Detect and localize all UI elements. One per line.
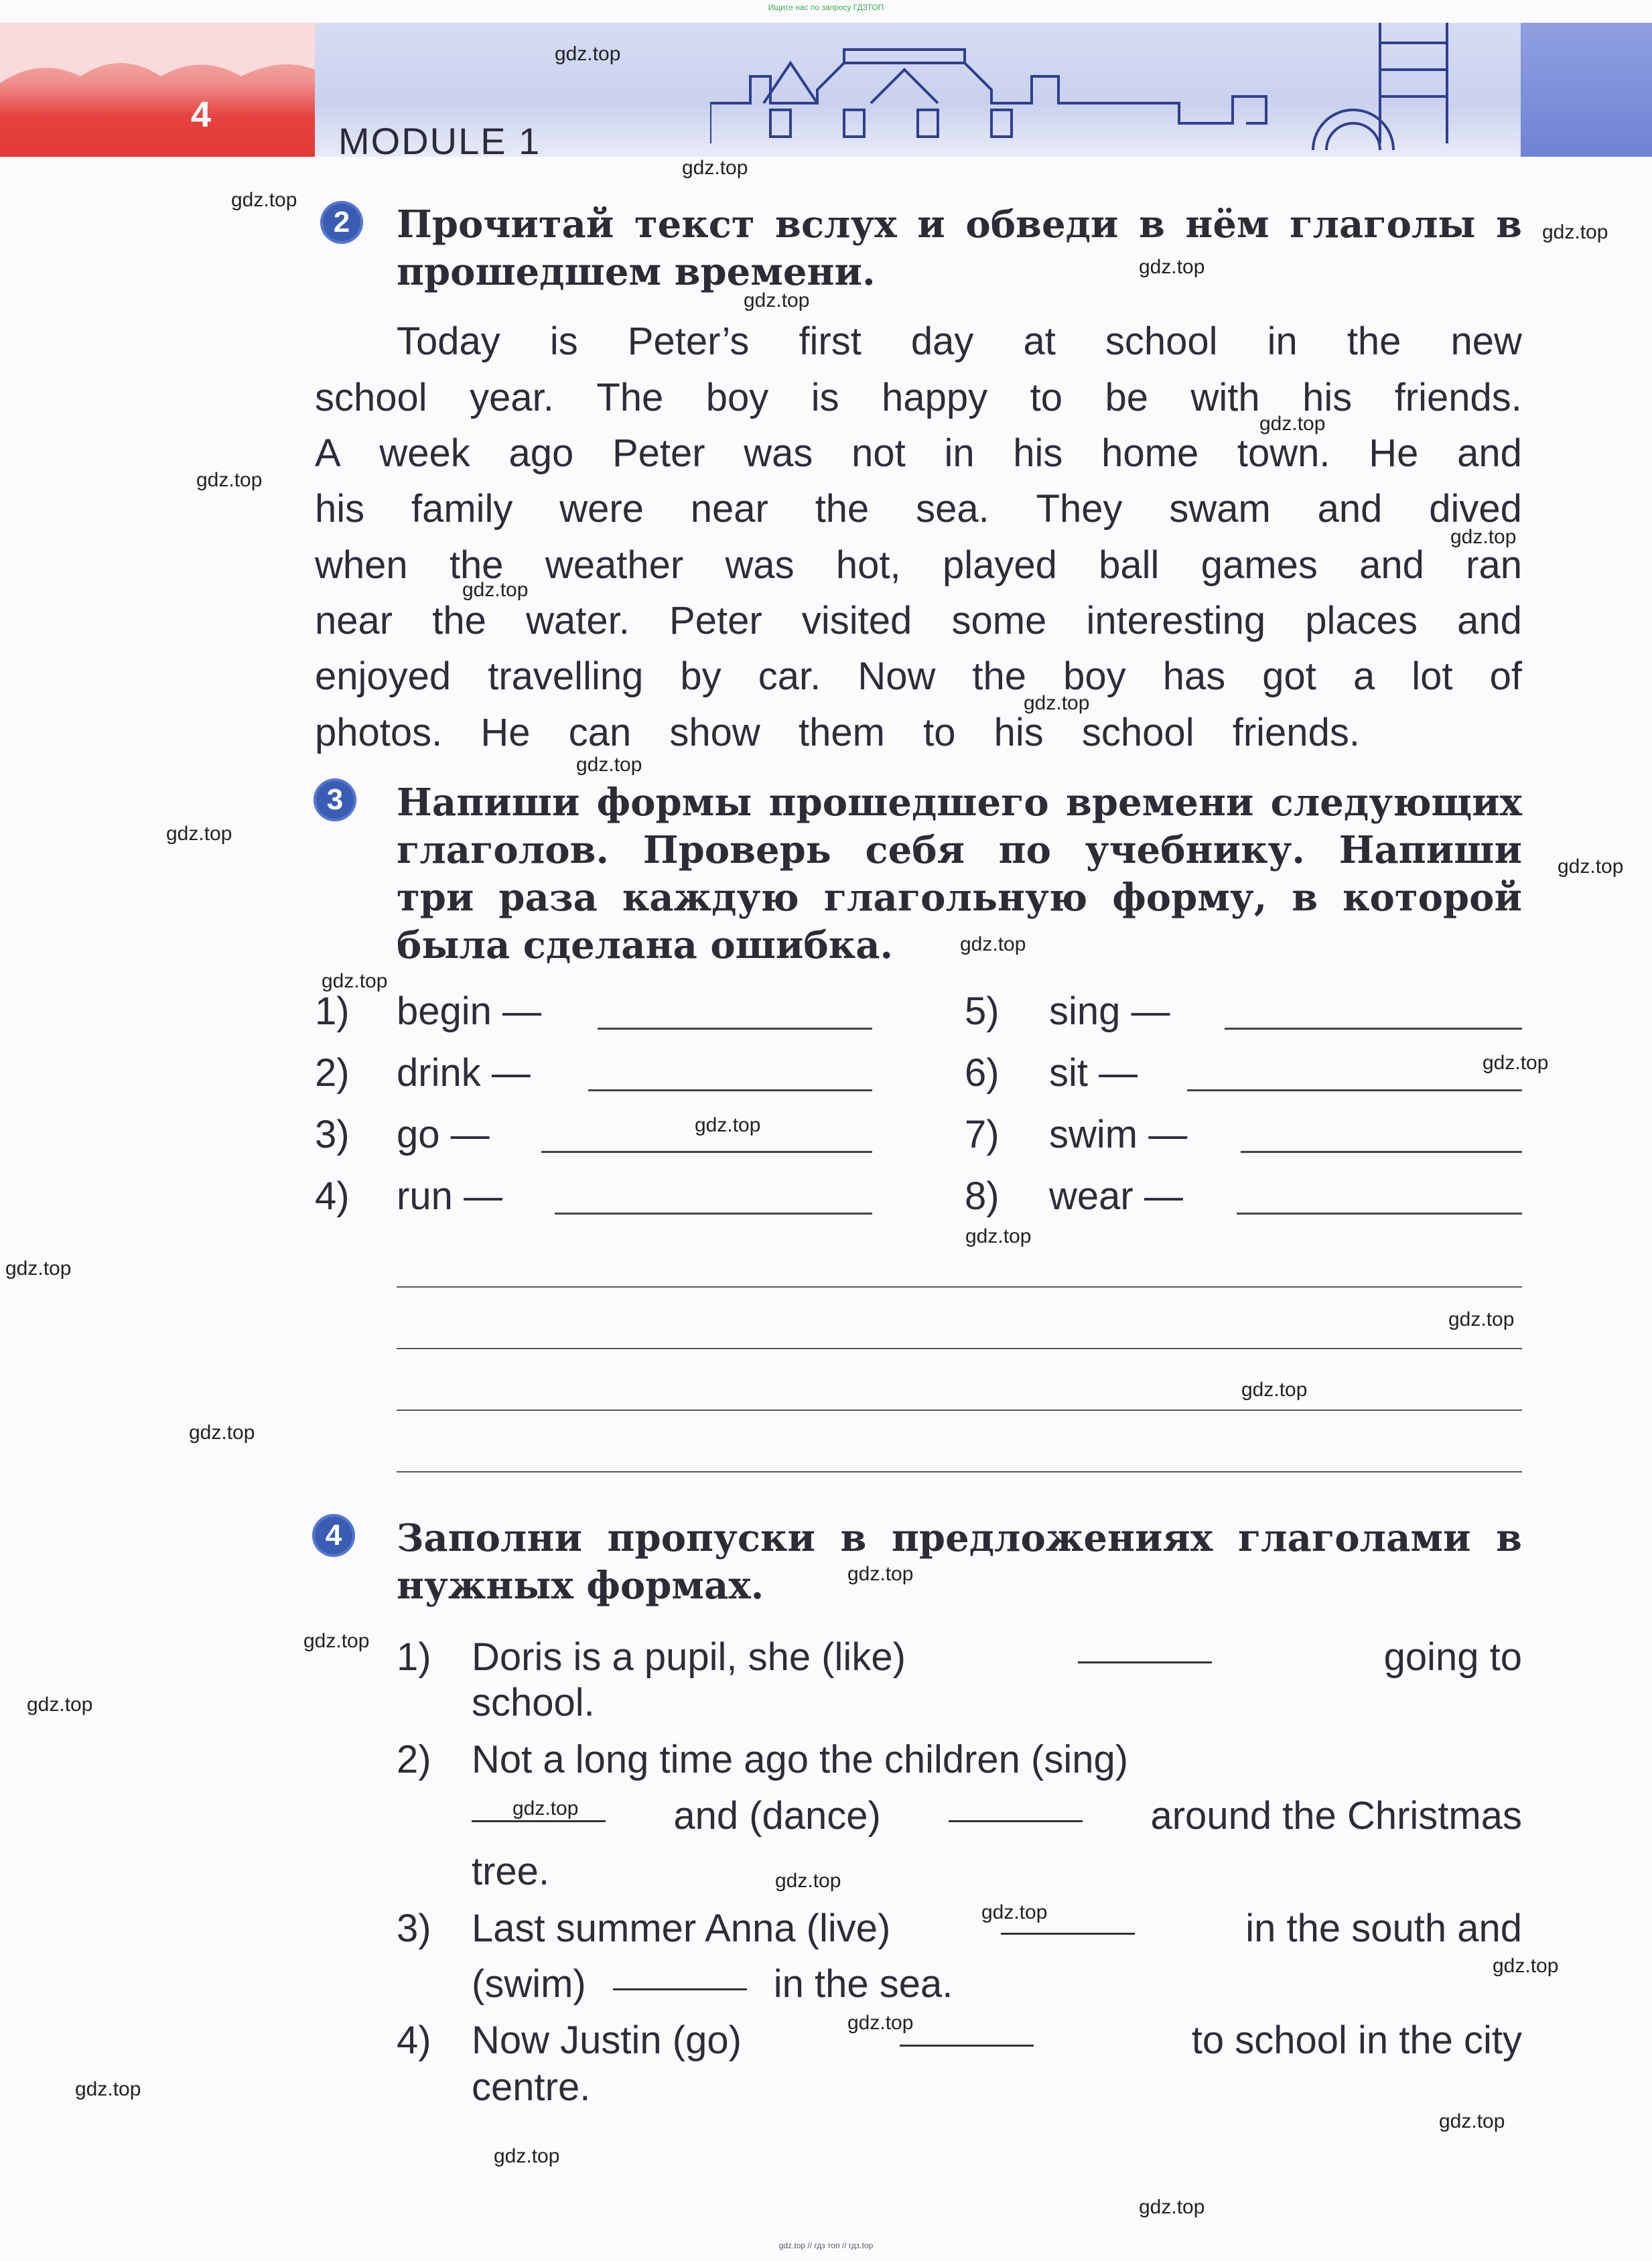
word: Peter: [612, 431, 705, 475]
answer-blank[interactable]: [613, 1962, 747, 1990]
header-right-band: [1521, 23, 1652, 157]
word: happy: [882, 376, 988, 419]
word: They: [1036, 487, 1123, 531]
watermark: gdz.top: [303, 1630, 370, 1652]
verb-item: drink —: [397, 1051, 531, 1095]
word: friends.: [1394, 376, 1522, 419]
word: not: [851, 431, 906, 475]
word: and: [1457, 431, 1522, 475]
verb-number: 6): [965, 1051, 1000, 1095]
word: interesting: [1086, 599, 1266, 642]
writing-line[interactable]: [397, 1348, 1522, 1349]
word: the: [449, 543, 504, 587]
watermark: gdz.top: [1241, 1379, 1308, 1401]
answer-blank[interactable]: [949, 1793, 1083, 1822]
word: The: [596, 376, 664, 419]
word: sea.: [916, 487, 989, 531]
answer-blank[interactable]: [900, 2018, 1034, 2047]
word: when: [315, 543, 408, 587]
word: home: [1101, 431, 1199, 475]
castle-illustration: [710, 23, 1481, 157]
watermark: gdz.top: [847, 1563, 914, 1585]
text-line: [315, 431, 1522, 476]
word: in: [1267, 320, 1298, 363]
watermark: gdz.top: [555, 43, 621, 65]
word: is: [549, 320, 578, 363]
word: car.: [758, 655, 821, 698]
word: his: [993, 711, 1044, 754]
word: enjoyed: [315, 655, 452, 698]
watermark: gdz.top: [196, 469, 263, 491]
text-line: [315, 486, 1522, 531]
word: was: [744, 431, 813, 475]
word: near: [315, 599, 393, 642]
word: by: [680, 655, 721, 698]
word: were: [559, 487, 644, 531]
word: Now: [857, 655, 936, 698]
text-line: [315, 598, 1522, 643]
answer-blank[interactable]: [555, 1213, 872, 1215]
word: places: [1305, 599, 1418, 642]
word: year.: [470, 376, 554, 419]
verb-number: 8): [965, 1174, 1000, 1218]
task3-instruction-line: была сделана ошибка.: [397, 923, 893, 967]
word: played: [942, 543, 1057, 587]
word: Today: [397, 320, 500, 363]
text-line: [315, 654, 1522, 699]
sentence-text: tree.: [472, 1850, 550, 1893]
sentence-text: around the Christmas: [1150, 1794, 1522, 1838]
word: in: [944, 431, 975, 475]
word: water.: [526, 599, 630, 642]
watermark: gdz.top: [1558, 855, 1624, 878]
answer-blank[interactable]: [1187, 1089, 1522, 1091]
sentence-number: 1): [397, 1635, 431, 1679]
answer-blank[interactable]: [1237, 1213, 1522, 1215]
answer-blank[interactable]: [1001, 1906, 1135, 1935]
word: is: [811, 376, 839, 419]
answer-blank[interactable]: [1241, 1151, 1522, 1153]
watermark: gdz.top: [1439, 2110, 1505, 2132]
sentence-line: [472, 1737, 1522, 1782]
header-cloud-decoration: [0, 23, 315, 96]
word: got: [1262, 655, 1316, 698]
word: family: [411, 487, 513, 531]
word: swam: [1169, 487, 1271, 531]
verb-number: 1): [315, 989, 350, 1033]
sentence-line: [472, 1962, 953, 2006]
verb-item: run —: [397, 1174, 502, 1218]
word: the: [815, 487, 870, 531]
bottom-note: gdz.top // гдз топ // гдз.top: [778, 2241, 874, 2250]
verb-number: 7): [965, 1113, 1000, 1156]
watermark: gdz.top: [75, 2078, 141, 2100]
writing-line[interactable]: [397, 1286, 1522, 1288]
word: some: [951, 599, 1047, 642]
answer-blank[interactable]: [541, 1151, 872, 1153]
task2-instruction-line: Прочитай текст вслух и обведи в нём глаголы в: [397, 202, 1522, 247]
verb-item: go —: [397, 1113, 490, 1156]
verb-item: begin —: [397, 989, 542, 1033]
word: He: [1369, 431, 1419, 475]
task3-instruction-line: Напиши формы прошедшего времени следующих: [397, 780, 1522, 825]
word: the: [432, 599, 486, 642]
word: games: [1200, 543, 1318, 587]
word: his: [1302, 376, 1353, 419]
word: boy: [1063, 655, 1126, 698]
word: school: [1081, 711, 1194, 754]
page-number: 4: [190, 94, 212, 135]
word: has: [1162, 655, 1226, 698]
watermark: gdz.top: [1139, 2196, 1205, 2218]
word: day: [910, 320, 974, 363]
word: ago: [508, 431, 574, 475]
sentence-text: in the south and: [1245, 1907, 1522, 1950]
word: the: [1347, 320, 1401, 363]
sentence-line: [472, 1635, 1522, 1680]
task-number-badge: 3: [314, 778, 356, 821]
word: to: [1030, 376, 1062, 419]
answer-blank[interactable]: [598, 1028, 872, 1030]
watermark: gdz.top: [1542, 221, 1608, 243]
word: friends.: [1232, 711, 1360, 754]
word: week: [379, 431, 470, 475]
task2-instruction-line: прошедшем времени.: [397, 250, 876, 294]
sentence-text: to school in the city: [1191, 2018, 1522, 2062]
module-title: MODULE 1: [338, 120, 541, 162]
word: first: [799, 320, 862, 363]
word: boy: [705, 376, 769, 419]
watermark: gdz.top: [1450, 526, 1517, 548]
sentence-text: in the sea.: [773, 1962, 953, 2006]
word: ball: [1099, 543, 1160, 587]
watermark: gdz.top: [231, 189, 297, 211]
task3-instruction-line: три раза каждую глагольную форму, в которой: [397, 876, 1522, 920]
sentence-text: Now Justin (go): [472, 2018, 742, 2062]
word: weather: [545, 543, 684, 587]
verb-item: sit —: [1049, 1051, 1138, 1095]
writing-line[interactable]: [397, 1471, 1522, 1472]
watermark: gdz.top: [775, 1870, 841, 1892]
word: and: [1317, 487, 1383, 531]
task3-instruction-line: глаголов. Проверь себя по учебнику. Напиши: [397, 828, 1522, 872]
verb-number: 3): [315, 1113, 350, 1156]
sentence-number: 2): [397, 1738, 431, 1781]
word: lot: [1412, 655, 1453, 698]
answer-blank[interactable]: [472, 1793, 606, 1822]
watermark: gdz.top: [847, 2012, 914, 2034]
text-line: [315, 543, 1522, 588]
word: be: [1105, 376, 1148, 419]
word: them: [798, 711, 885, 754]
verb-number: 4): [315, 1174, 350, 1218]
watermark: gdz.top: [981, 1901, 1048, 1923]
watermark: gdz.top: [1493, 1955, 1559, 1977]
sentence-text: going to: [1383, 1635, 1522, 1679]
watermark: gdz.top: [1483, 1052, 1549, 1074]
task4-instruction-line: Заполни пропуски в предложениях глаголами в: [397, 1516, 1522, 1560]
verb-number: 5): [965, 989, 1000, 1033]
watermark: gdz.top: [494, 2145, 560, 2167]
word: hot,: [835, 543, 901, 587]
verb-number: 2): [315, 1051, 350, 1095]
word: and: [1359, 543, 1424, 587]
word: Peter: [669, 599, 762, 642]
sentence-number: 3): [397, 1907, 431, 1950]
word: at: [1023, 320, 1056, 363]
sentence-text: Doris is a pupil, she (like): [472, 1635, 906, 1679]
task-number-badge: 2: [320, 201, 363, 244]
word: of: [1489, 655, 1522, 698]
word: He: [480, 711, 531, 754]
sentence-line: [472, 1793, 1522, 1838]
watermark: gdz.top: [744, 289, 810, 312]
task-number-badge: 4: [312, 1514, 355, 1557]
verb-item: sing —: [1049, 989, 1170, 1033]
text-line: [315, 375, 1522, 420]
watermark: gdz.top: [462, 579, 529, 601]
watermark: gdz.top: [512, 1797, 579, 1820]
word: travelling: [488, 655, 644, 698]
word: to: [923, 711, 956, 754]
watermark: gdz.top: [682, 157, 748, 179]
watermark: gdz.top: [1259, 413, 1326, 435]
sentence-text: Last summer Anna (live): [472, 1907, 891, 1950]
word: visited: [801, 599, 912, 642]
word: was: [725, 543, 795, 587]
word: A: [315, 431, 341, 475]
word: his: [315, 487, 365, 531]
watermark: gdz.top: [166, 823, 232, 845]
word: Peter’s: [627, 320, 750, 363]
sentence-text: (swim): [472, 1962, 586, 2006]
sentence-line: [472, 2018, 1522, 2063]
top-note: Ищите нас по запросу ГДЗТОП: [768, 3, 884, 12]
word: his: [1013, 431, 1063, 475]
word: show: [669, 711, 760, 754]
watermark: gdz.top: [695, 1114, 761, 1136]
watermark: gdz.top: [965, 1225, 1032, 1247]
text-line: [397, 319, 1522, 364]
sentence-number: 4): [397, 2018, 431, 2062]
watermark: gdz.top: [27, 1694, 93, 1716]
word: near: [690, 487, 768, 531]
word: photos.: [315, 711, 443, 754]
watermark: gdz.top: [960, 933, 1026, 955]
verb-item: wear —: [1049, 1174, 1183, 1218]
word: and: [1457, 599, 1522, 642]
watermark: gdz.top: [322, 970, 388, 992]
word: a: [1353, 655, 1375, 698]
watermark: gdz.top: [1139, 256, 1205, 278]
word: new: [1450, 320, 1522, 363]
word: school: [1105, 320, 1218, 363]
task4-instruction-line: нужных формах.: [397, 1564, 764, 1608]
answer-blank[interactable]: [588, 1089, 872, 1091]
sentence-text: school.: [472, 1681, 595, 1724]
watermark: gdz.top: [1024, 692, 1090, 714]
watermark: gdz.top: [1448, 1308, 1515, 1330]
watermark: gdz.top: [5, 1257, 72, 1280]
answer-blank[interactable]: [1078, 1635, 1212, 1663]
sentence-text: and (dance): [673, 1794, 881, 1838]
answer-blank[interactable]: [1225, 1028, 1522, 1030]
watermark: gdz.top: [576, 754, 642, 776]
word: can: [568, 711, 632, 754]
writing-line[interactable]: [397, 1410, 1522, 1411]
sentence-text: centre.: [472, 2065, 591, 2109]
word: school: [315, 376, 427, 419]
word: with: [1190, 376, 1260, 419]
watermark: gdz.top: [189, 1422, 255, 1444]
word: town.: [1237, 431, 1330, 475]
sentence-line: [472, 1906, 1522, 1951]
word: ran: [1466, 543, 1522, 587]
word: dived: [1429, 487, 1522, 531]
text-line: [315, 710, 1360, 755]
word: the: [972, 655, 1027, 698]
verb-item: swim —: [1049, 1113, 1188, 1156]
sentence-text: Not a long time ago the children (sing): [472, 1738, 1129, 1781]
